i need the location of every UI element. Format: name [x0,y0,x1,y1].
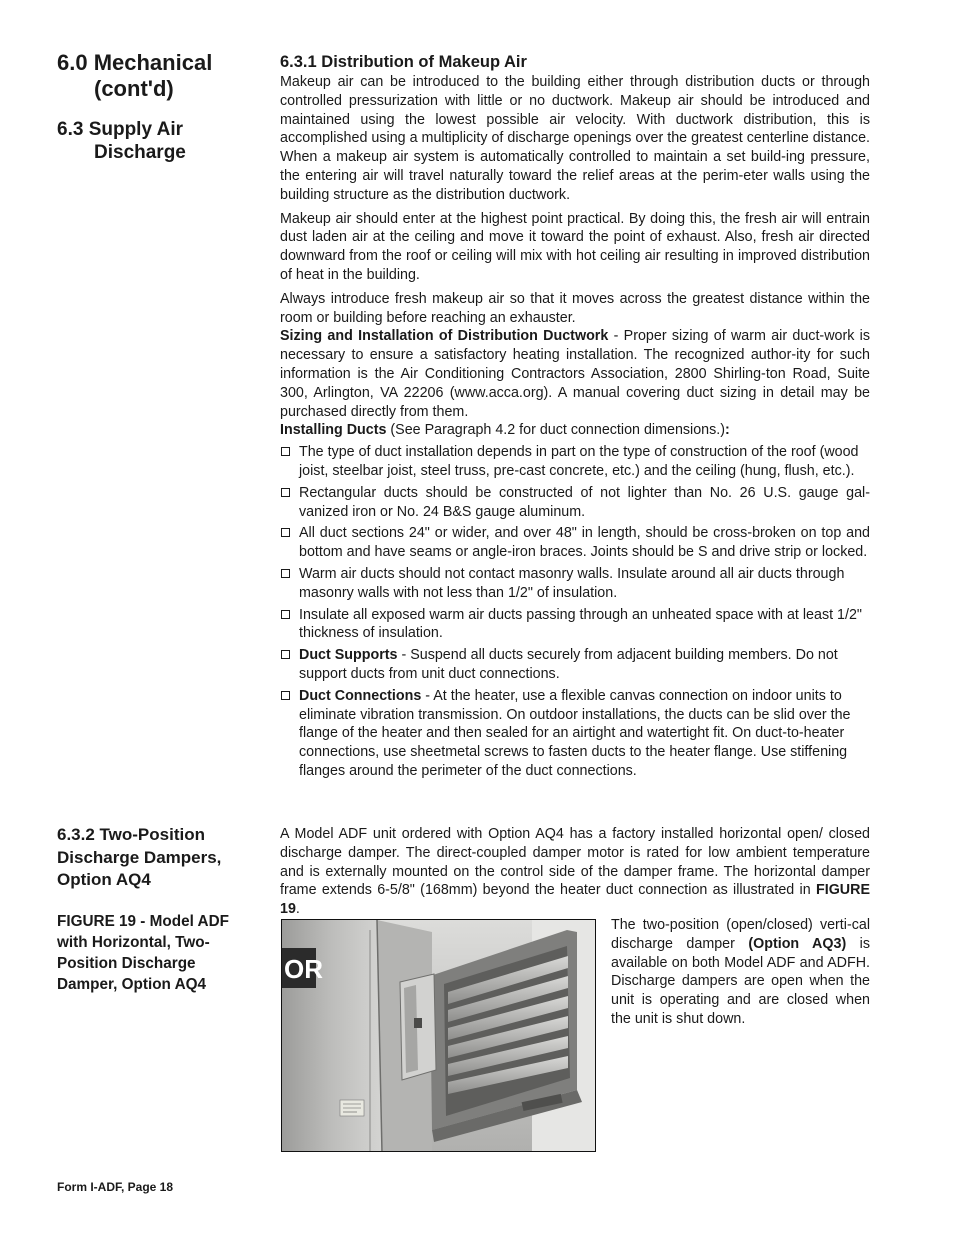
installing-colon: : [725,422,730,439]
section-631-body [280,52,870,784]
installing-text: (See Paragraph 4.2 for duct connection dimensions.) [386,422,726,439]
paragraph-2: Makeup air should enter at the highest point practical. By doing this, the fresh air will entrain dust laden air at the ceiling and move it toward the point of exhaust. Also, fresh air directed downward from the roof or ceiling will mix with hot ceiling air resulting in improved distribution of heat in the building. [280,210,870,283]
subsection-title [57,118,257,164]
checkbox-icon [281,691,290,700]
checklist-item-bold: Duct Connections [299,687,422,704]
checklist-item [280,524,870,562]
side-text-start: The two-position (open/closed) verti-cal discharge damper [611,917,870,952]
checklist-item [280,565,870,603]
section-title-line1: 6.0 Mechanical [57,50,213,75]
subsection-title-line1: 6.3 Supply Air [57,119,183,140]
section-632-paragraph [280,825,870,919]
checklist-item-text: Rectangular ducts should be constructed of not lighter than No. 26 U.S. gauge gal-vanized iron or No. 24 B&S gauge aluminum. [299,484,870,520]
checklist-item-text: - At the heater, use a flexible canvas connection on indoor units to eliminate vibration transmission. On outdoor installations, the ducts can be slid over the flange of the heater and then sealed for an airtight and watertight fit. On duct-to-heater connections, use sheetmetal screws to fasten ducts to the heater flange. Use stiffening flanges around the perimeter of the duct connections. [299,687,851,779]
checklist-item-text: All duct sections 24" or wider, and over 48" in length, should be cross-broken on top and bottom and have seams or angle-iron braces. Joints should be S and drive strip or locked. [299,525,870,561]
duct-checklist [280,443,870,781]
checklist-item [280,687,870,781]
damper-photo-illustration [282,920,596,1152]
checklist-item-text: The type of duct installation depends in part on the type of construction of the roof (wood joist, steelbar joist, steel truss, pre-cast concrete, etc.) and the ceiling (hung, flush, etc.). [299,444,859,479]
left-heading-column [57,50,257,164]
section-title [57,50,257,102]
sizing-label: Sizing and Installation of Distribution Ductwork [280,328,609,345]
subsection-title-line2: Discharge [94,142,186,163]
checkbox-icon [281,447,290,456]
checkbox-icon [281,650,290,659]
page-footer: Form I-ADF, Page 18 [57,1180,174,1194]
checklist-item [280,443,870,481]
figure-19-reference: FIGURE 19 [280,882,870,918]
section-631-title: 6.3.1 Distribution of Makeup Air [280,53,527,71]
photo-logo-text: OR [284,954,323,984]
checklist-item [280,646,870,684]
sizing-paragraph [280,327,870,421]
side-text-aq3 [611,916,870,1029]
figure-19-caption: FIGURE 19 - Model ADF with Horizontal, Two-Position Discharge Damper, Option AQ4 [57,912,229,993]
checklist-item [280,606,870,644]
paragraph-3: Always introduce fresh makeup air so that it moves across the greatest distance within the room or building before reaching an exhauster. [280,290,870,326]
checkbox-icon [281,610,290,619]
section-632-title: 6.3.2 Two-Position Discharge Dampers, Option AQ4 [57,825,222,889]
section-632-heading-column [57,824,257,995]
sizing-text: - Proper sizing of warm air duct-work is necessary to ensure a satisfactory heating installation. The recognized author-ity for such information is the Air Conditioning Contractors Association, 2800 Shirling-ton Road, Suite 300, Arlington, VA 22206 (www.acca.org). A manual covering duct sizing in detail may be purchased directly from them. [280,328,870,420]
checklist-item-text: Insulate all exposed warm air ducts passing through an unheated space with at least 1/2" thickness of insulation. [299,606,862,642]
installing-label: Installing Ducts [280,422,387,439]
checklist-item [280,484,870,522]
section-632-body [280,825,870,919]
checkbox-icon [281,569,290,578]
installing-ducts-paragraph [280,421,870,440]
section-title-line2: (cont'd) [94,76,174,101]
checkbox-icon [281,488,290,497]
option-aq3-label: (Option AQ3) [748,935,847,952]
checklist-item-text: Warm air ducts should not contact masonry walls. Insulate around all air ducts through masonry walls with not less than 1/2" of insulation. [299,565,845,601]
side-text-end: is available on both Model ADF and ADFH. Discharge dampers are open when the unit is operating and are closed when the unit is shut down. [611,935,870,1027]
paragraph-1: Makeup air can be introduced to the building either through distribution ducts or through controlled pressurization with little or no ductwork. Makeup air should be introduced and maintained using the lowest possible air velocity. With ductwork distribution, this is accomplished using a multiplicity of discharge openings over the greatest centerline distance. When a makeup air system is automatically controlled to maintain a set build-ing pressure, the entering air will travel naturally toward the relief areas at the perim-eter walls using the building structure as the distribution ductwork. [280,74,870,203]
figure-19-photo [281,919,596,1152]
checklist-item-bold: Duct Supports [299,647,398,664]
section-632-text-end: . [295,901,300,918]
section-632-text: A Model ADF unit ordered with Option AQ4 has a factory installed horizontal open/ closed discharge damper. The direct-coupled damper motor is rated for low ambient temperature and is externally mounted on the control side of the damper frame. The horizontal damper frame extends 6-5/8" (168mm) beyond the heater duct connection as illustrated in [280,826,870,899]
checkbox-icon [281,528,290,537]
checklist-item-text: - Suspend all ducts securely from adjacent building members. Do not support ducts from unit duct connections. [299,647,838,682]
